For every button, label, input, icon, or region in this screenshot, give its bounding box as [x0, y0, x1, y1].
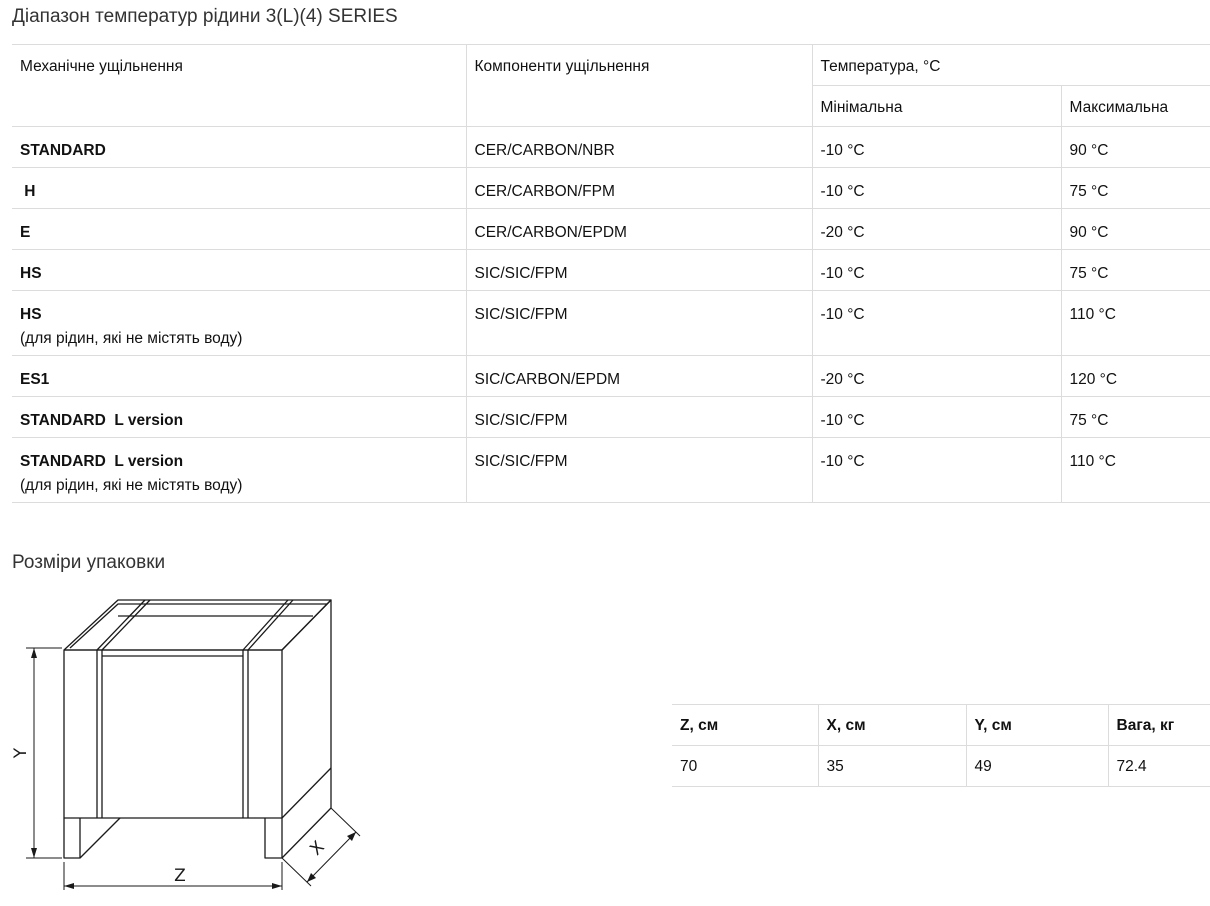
- max-temp-cell: 75 °C: [1061, 250, 1210, 291]
- dimension-x: [282, 808, 360, 886]
- seal-name: HS: [20, 265, 42, 282]
- seal-cell: [12, 168, 466, 209]
- max-temp-cell: 90 °C: [1061, 127, 1210, 168]
- min-temp-cell: -10 °C: [812, 397, 1061, 438]
- dimension-y-label: Y: [11, 747, 31, 759]
- seal-name: STANDARD L version: [20, 453, 184, 470]
- temperature-range-table: [12, 44, 1210, 503]
- min-temp-cell: -10 °C: [812, 168, 1061, 209]
- value-y: 49: [966, 746, 1108, 787]
- min-temp-cell: -20 °C: [812, 209, 1061, 250]
- components-cell: CER/CARBON/FPM: [466, 168, 812, 209]
- table-row: [12, 127, 1210, 168]
- table-row: [12, 168, 1210, 209]
- components-cell: SIC/SIC/FPM: [466, 250, 812, 291]
- min-temp-cell: -20 °C: [812, 356, 1061, 397]
- seal-cell: [12, 356, 466, 397]
- table-row: [12, 209, 1210, 250]
- header-components: Компоненти ущільнення: [466, 45, 812, 127]
- header-x: X, см: [818, 705, 966, 746]
- seal-cell: [12, 209, 466, 250]
- temperature-range-title: Діапазон температур рідини 3(L)(4) SERIES: [12, 6, 398, 27]
- seal-note: (для рідин, які не містять воду): [20, 477, 243, 494]
- table-row: [12, 397, 1210, 438]
- table-header-row: [12, 45, 1210, 86]
- components-cell: SIC/SIC/FPM: [466, 291, 812, 356]
- header-z: Z, см: [672, 705, 818, 746]
- min-temp-cell: -10 °C: [812, 438, 1061, 503]
- seal-cell: [12, 250, 466, 291]
- table-row: [12, 291, 1210, 356]
- components-cell: SIC/CARBON/EPDM: [466, 356, 812, 397]
- dimension-y: [11, 648, 62, 858]
- header-temperature: Температура, °C: [812, 45, 1210, 86]
- components-cell: CER/CARBON/EPDM: [466, 209, 812, 250]
- table-row: [12, 356, 1210, 397]
- min-temp-cell: -10 °C: [812, 291, 1061, 356]
- seal-name: STANDARD L version: [20, 412, 184, 429]
- dimension-z: [64, 862, 282, 890]
- seal-name: E: [20, 224, 31, 241]
- seal-name: H: [20, 183, 36, 200]
- max-temp-cell: 75 °C: [1061, 168, 1210, 209]
- seal-cell: [12, 397, 466, 438]
- table-header-row: [672, 705, 1210, 746]
- max-temp-cell: 110 °C: [1061, 291, 1210, 356]
- package-box-drawing: [0, 590, 380, 900]
- dimension-x-label: X: [306, 837, 329, 860]
- value-z: 70: [672, 746, 818, 787]
- seal-name: HS: [20, 306, 42, 323]
- header-y: Y, см: [966, 705, 1108, 746]
- seal-cell: [12, 438, 466, 503]
- seal-cell: [12, 127, 466, 168]
- min-temp-cell: -10 °C: [812, 250, 1061, 291]
- seal-cell: [12, 291, 466, 356]
- header-seal: Механічне ущільнення: [12, 45, 466, 127]
- value-weight: 72.4: [1108, 746, 1210, 787]
- box-outline: [64, 600, 331, 858]
- max-temp-cell: 110 °C: [1061, 438, 1210, 503]
- table-row: [12, 438, 1210, 503]
- header-min: Мінімальна: [812, 86, 1061, 127]
- package-dimensions-title: Розміри упаковки: [12, 552, 166, 573]
- seal-name: ES1: [20, 371, 50, 388]
- header-max: Максимальна: [1061, 86, 1210, 127]
- table-row: [672, 746, 1210, 787]
- seal-name: STANDARD: [20, 142, 106, 159]
- dimension-z-label: Z: [174, 866, 186, 886]
- max-temp-cell: 90 °C: [1061, 209, 1210, 250]
- max-temp-cell: 75 °C: [1061, 397, 1210, 438]
- table-row: [12, 250, 1210, 291]
- value-x: 35: [818, 746, 966, 787]
- max-temp-cell: 120 °C: [1061, 356, 1210, 397]
- header-weight: Вага, кг: [1108, 705, 1210, 746]
- min-temp-cell: -10 °C: [812, 127, 1061, 168]
- components-cell: SIC/SIC/FPM: [466, 438, 812, 503]
- package-dimensions-table: [672, 704, 1210, 787]
- components-cell: SIC/SIC/FPM: [466, 397, 812, 438]
- seal-note: (для рідин, які не містять воду): [20, 330, 243, 347]
- components-cell: CER/CARBON/NBR: [466, 127, 812, 168]
